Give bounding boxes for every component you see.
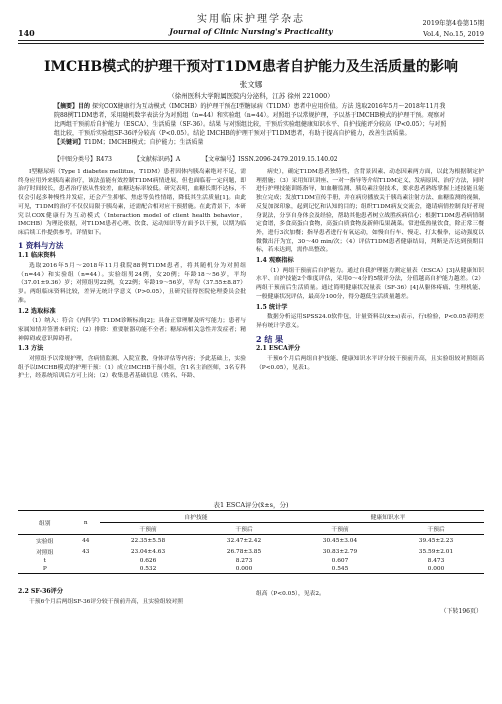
subsection-heading: 2.2 SF-36评分 (18, 588, 64, 595)
table-cell: 8.273 (235, 558, 253, 564)
table-cell: 0.532 (100, 565, 196, 574)
table-cell: 8.473 (427, 558, 445, 564)
classification-meta (54, 154, 448, 163)
table-cell: 43 (82, 548, 90, 555)
paragraph: 选取2016年5月～2018年11月我院88例T1DM患者，将其随机分为对照组（n=44）和实验组（n=44）。实验组男24例，女20例；年龄18～56岁，平均（37.01±9.36）岁；对照组男22例，女22例；年龄19～56岁，平均（37.55±8.87）岁。两组临床资料比较，差异无统计学意义（P>0.05），且研究征得医院伦理委员会批准。 (18, 263, 246, 304)
bottom-right: 组高（P<0.05），见表2。 (256, 591, 325, 597)
article-title: IMCHB模式的护理干预对T1DM患者自护能力及生活质量的影响 (43, 59, 459, 75)
col-post: 干预后 (388, 523, 484, 535)
author: 张文娜 (239, 80, 263, 89)
table-cell: 35.59±2.01 (418, 548, 454, 555)
paragraph: 数据分析运用SPSS24.0软件包，计量资料以(x̄±s)表示，行t检验，P<0.05表明差异有统计学意义。 (256, 314, 484, 329)
paragraph: 对照组予以常规护理，含病情监测、入院宣教、身体评估等内容；予此基础上，实验组予以IMCHB模式的护理干预：（1）成立IMCHB干预小组，含1名主治医师，3名专科护士，经系统培训后方可上岗；（2）收集患者基础信息（姓名、年龄、 (18, 356, 246, 380)
table-cell (72, 565, 100, 574)
col-post: 干预后 (196, 523, 292, 535)
journal-name-cn: 实用临床护理学杂志 (197, 14, 305, 25)
table-cell: 26.78±3.85 (226, 548, 262, 555)
col-group: 组别 (18, 511, 72, 535)
issue-en: Vol.4, No.15, 2019 (423, 30, 484, 38)
journal-name-en: Journal of Clinic Nursing's Practicality (169, 27, 333, 36)
table-row (18, 535, 484, 547)
table-cell: 0.626 (139, 558, 157, 564)
table-cell: 32.47±2.42 (226, 537, 262, 544)
col-n: n (72, 511, 100, 535)
table-cell: 44 (82, 537, 90, 544)
table-cell: 22.35±5.58 (130, 537, 166, 544)
paragraph: （1）两组干预前后自护能力。通过自我护理能力测定量表（ESCA）[3]从健康知识水平、自护技能2个维度评估，采用0～4分的5级评分法，分值越高自护能力越差。（2）两组干预前后生活质量。通过简明健康状况量表（SF-36）[4]从躯体疼痛、生理机能、一般健康状况评估，最高分100分，得分越低生活质量越差。 (256, 267, 484, 300)
left-column (18, 168, 246, 381)
table-header-row (18, 511, 484, 523)
subsection-heading: 1.3 方法 (18, 345, 44, 353)
table-cell: 39.45±2.23 (418, 537, 454, 544)
doc-code: 【文献标识码】A (133, 156, 181, 163)
table-cell: 0.545 (292, 565, 388, 574)
esca-table (18, 510, 484, 574)
table-cell: 30.45±3.04 (322, 537, 358, 544)
header-rule-thin (18, 43, 484, 44)
abstract-label: 【摘要】目的 (54, 103, 91, 110)
bottom-left (18, 586, 246, 606)
col-skill: 自护技能 (100, 511, 292, 523)
table-cell (72, 557, 100, 565)
paragraph: （1）纳入：符合《内科学》T1DM诊断标准[2]；具备正常理解及听写能力；患者与家属知情并签署本研究；（2）排除：重要脏器功能不全者；糖尿病相关急性并发症者；精神障碍或意识障碍者。 (18, 318, 246, 342)
table-cell: P (18, 565, 72, 574)
table-row (18, 565, 484, 574)
table-cell: 0.000 (388, 565, 484, 574)
table-cell: 实验组 (36, 539, 54, 545)
issue-info (423, 18, 484, 40)
col-pre: 干预前 (292, 523, 388, 535)
subsection-heading: 1.1 临床资料 (18, 252, 56, 260)
table-row (18, 557, 484, 565)
clc-number: 【中图分类号】R473 (54, 156, 112, 163)
table-cell: 0.000 (196, 565, 292, 574)
table-cell: 0.607 (331, 558, 349, 564)
subsection-heading: 1.5 统计学 (256, 303, 288, 311)
subsection-heading: 1.4 观察指标 (256, 257, 294, 265)
keywords-label: 【关键词】 (54, 139, 85, 146)
col-pre: 干预前 (100, 523, 196, 535)
subsection-heading: 1.2 选取标准 (18, 307, 56, 315)
right-column (256, 168, 484, 372)
section-heading: 1 资料与方法 (18, 240, 64, 250)
subsection-heading: 2.1 ESCA评分 (256, 345, 301, 353)
issue-cn: 2019年第4卷第15期 (422, 19, 484, 27)
keywords: T1DM；IMCHB模式；自护能力；生活质量 (84, 139, 204, 146)
article-number: 【文章编号】ISSN.2096-2479.2019.15.140.02 (202, 156, 338, 163)
table-caption: 表1 ESCA评分(x̄±s，分) (213, 501, 289, 509)
table-cell: 对照组 (36, 550, 54, 556)
table-cell: 23.04±4.63 (130, 548, 166, 555)
table-cell: t (43, 558, 46, 564)
col-knowledge: 健康知识水平 (292, 511, 484, 523)
paragraph: 干预6个月后两组自护技能、健康知识水平评分较干预前升高，且实验组较对照组高（P<0.05），见表1。 (256, 356, 484, 371)
abstract-text: 探究COX健康行为互动模式（IMCHB）的护理干预在I型糖尿病（T1DM）患者中应用价值。方法 选取2016年5月～2018年11月我院88例T1DM患者，采用随机数字表法分为对照组（n=44）和实验组（n=44）。对照组予以常规护理，予以基于IMCHB模式的护理干预。观察对比两组干预前后自护能力（ESCA）、生活质量（SF-36）。结果 与对照组比较，干预后实验组健康知识水平、自护技能评分较高（P<0.05）；与对照组比较，干预后实验组SF-36评分较高（P<0.05）。结论 IMCHB的护理干预对于T1DM患者，有助于提高自护能力，改善生活质量。 (54, 103, 447, 137)
table-cell: 30.83±2.79 (322, 548, 358, 555)
header-rule (18, 40, 484, 41)
affiliation: （徐州医科大学附属医院内分泌科，江苏 徐州 221000） (168, 92, 334, 100)
intro-paragraph: I型糖尿病（Type 1 diabetes mellitus，T1DM）患者因体内胰岛素绝对不足，需终身应用外来胰岛素治疗，该法虽能有效控制T1DM病情进展，但也面临着一定问题，即治疗时间较长，患者治疗依从性较差，血糖达标率较低。研究表明，血糖长期不达标，不仅会引起多种慢性并发症，还会产生抑郁、焦虑等负性情绪，降低其生活质量[1]。由此可见，T1DM的治疗不仅仅局限于胰岛素，还需配合相对应干预措施。在此背景下，本研究以COX健康行为互动模式（Interaction model of client health behavior，IMCHB）为理论依据，对T1DM患者心理、饮食、运动知识等方面予以干预，以期为临床后续工作提供参考。详情如下。 (18, 169, 246, 236)
abstract (54, 102, 448, 147)
continued-note: （下转196页） (440, 608, 482, 615)
paragraph: 病史），确定T1DM患者独特性，含背景因素、动态因素两方面，以此为根据制定护理措施；（3）采用知识讲座、一对一指导等介绍T1DM定义、发病原因、治疗方法，同时进行护理技能训练指导，如血糖监测、胰岛素注射技术，要求患者熟练掌握上述技能且能独立完成；发放T1DM宣传手册，并在病房播放关于胰岛素注射方法、血糖监测的视频，反复加深印象，起到记忆和认知的目的；组织T1DM病友交流会，邀请病情控制良好者现身说法，分享自身体会及经验，帮助其他患者树立战胜疾病信心；根据T1DM患者病情制定食谱，多食高蛋白食物，高蛋白质食物及新鲜瓜果蔬菜。常进低热量饮食，除正常三餐外，进行3次加餐；指导患者进行有氧运动，如慢自行车、慢走、打太极拳，运动强度以微微出汗为宜，30～40 min/次；（4）评估T1DM患者健康结局，判断是否达到预期目标，若未达到，需作出整改。 (256, 169, 484, 254)
paragraph: 干预6个月后两组SF-36评分较干预前升高，且实验组较对照 (29, 598, 184, 605)
page-number: 140 (18, 28, 35, 38)
section-heading: 2 结 果 (256, 333, 284, 344)
table-row (18, 546, 484, 557)
